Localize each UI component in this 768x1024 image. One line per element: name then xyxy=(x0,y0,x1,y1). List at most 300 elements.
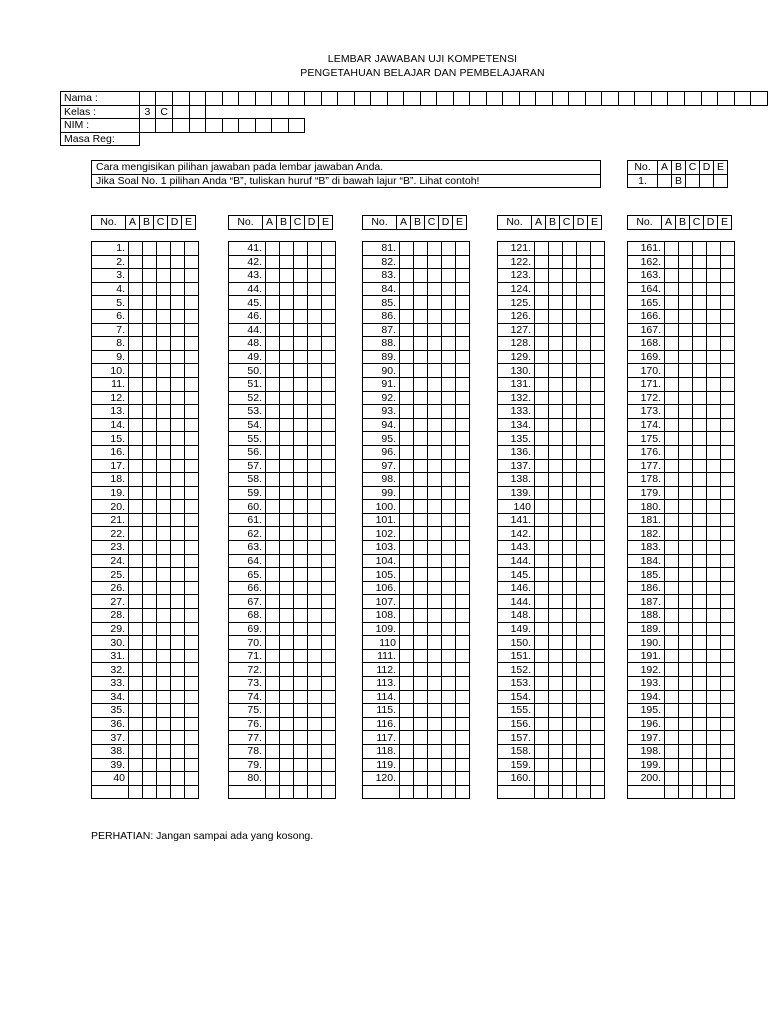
answer-box-d[interactable] xyxy=(308,758,322,772)
answer-box-a[interactable] xyxy=(665,581,679,595)
answer-box-e[interactable] xyxy=(721,445,735,459)
answer-box-e[interactable] xyxy=(322,296,336,310)
answer-box-a[interactable] xyxy=(129,459,143,473)
answer-box-d[interactable] xyxy=(707,717,721,731)
answer-box-a[interactable] xyxy=(535,242,549,256)
answer-box-d[interactable] xyxy=(442,677,456,691)
answer-box-e[interactable] xyxy=(591,772,605,786)
answer-box-e[interactable] xyxy=(456,744,470,758)
answer-box-c[interactable] xyxy=(294,405,308,419)
answer-box-b[interactable] xyxy=(549,364,563,378)
answer-box-e[interactable] xyxy=(456,486,470,500)
answer-box-c[interactable] xyxy=(294,473,308,487)
answer-box-c[interactable] xyxy=(428,663,442,677)
answer-box-d[interactable] xyxy=(442,527,456,541)
answer-box-b[interactable] xyxy=(143,649,157,663)
answer-box-a[interactable] xyxy=(129,255,143,269)
answer-box-b[interactable] xyxy=(414,242,428,256)
answer-box-e[interactable] xyxy=(185,513,199,527)
answer-box-c[interactable] xyxy=(157,350,171,364)
answer-box-c[interactable] xyxy=(563,772,577,786)
answer-box-c[interactable] xyxy=(693,309,707,323)
answer-box-c[interactable] xyxy=(693,486,707,500)
answer-box-c[interactable] xyxy=(693,731,707,745)
answer-box-e[interactable] xyxy=(721,731,735,745)
answer-box-b[interactable] xyxy=(143,473,157,487)
answer-box-c[interactable] xyxy=(428,758,442,772)
answer-box-d[interactable] xyxy=(171,432,185,446)
answer-box-d[interactable] xyxy=(577,568,591,582)
answer-box-a[interactable] xyxy=(400,595,414,609)
answer-box-d[interactable] xyxy=(308,744,322,758)
answer-box-d[interactable] xyxy=(171,282,185,296)
answer-box-a[interactable] xyxy=(535,255,549,269)
answer-box-b[interactable] xyxy=(679,677,693,691)
answer-box-e[interactable] xyxy=(456,418,470,432)
answer-box-a[interactable] xyxy=(400,432,414,446)
answer-box-a[interactable] xyxy=(129,568,143,582)
answer-box-d[interactable] xyxy=(171,772,185,786)
answer-box-b[interactable] xyxy=(414,622,428,636)
answer-box-a[interactable] xyxy=(400,269,414,283)
answer-box-e[interactable] xyxy=(185,296,199,310)
answer-box-a[interactable] xyxy=(129,744,143,758)
answer-box-e[interactable] xyxy=(591,785,605,799)
answer-box-b[interactable] xyxy=(414,690,428,704)
answer-box-b[interactable] xyxy=(549,377,563,391)
answer-box-e[interactable] xyxy=(591,269,605,283)
answer-box-b[interactable] xyxy=(414,581,428,595)
nim-box[interactable] xyxy=(222,119,239,133)
answer-box-b[interactable] xyxy=(679,744,693,758)
answer-box-e[interactable] xyxy=(456,636,470,650)
answer-box-d[interactable] xyxy=(171,731,185,745)
answer-box-e[interactable] xyxy=(456,269,470,283)
answer-box-d[interactable] xyxy=(308,445,322,459)
answer-box-b[interactable] xyxy=(414,541,428,555)
answer-box-e[interactable] xyxy=(456,377,470,391)
answer-box-b[interactable] xyxy=(414,500,428,514)
answer-box-c[interactable] xyxy=(693,323,707,337)
answer-box-d[interactable] xyxy=(171,568,185,582)
answer-box-b[interactable] xyxy=(549,513,563,527)
answer-box-b[interactable] xyxy=(549,554,563,568)
answer-box-a[interactable] xyxy=(400,377,414,391)
answer-box-c[interactable] xyxy=(693,473,707,487)
answer-box-b[interactable] xyxy=(679,731,693,745)
answer-box-e[interactable] xyxy=(322,445,336,459)
answer-box-b[interactable] xyxy=(549,636,563,650)
answer-box-c[interactable] xyxy=(157,309,171,323)
answer-box-c[interactable] xyxy=(157,677,171,691)
answer-box-a[interactable] xyxy=(665,405,679,419)
answer-box-a[interactable] xyxy=(266,459,280,473)
answer-box-a[interactable] xyxy=(665,717,679,731)
answer-box-d[interactable] xyxy=(308,323,322,337)
answer-box-d[interactable] xyxy=(171,690,185,704)
answer-box-d[interactable] xyxy=(308,690,322,704)
answer-box-a[interactable] xyxy=(266,758,280,772)
answer-box-b[interactable] xyxy=(280,704,294,718)
kelas-box[interactable] xyxy=(189,105,206,119)
nama-box[interactable] xyxy=(635,92,652,106)
answer-box-e[interactable] xyxy=(721,459,735,473)
answer-box-d[interactable] xyxy=(442,785,456,799)
answer-box-e[interactable] xyxy=(721,405,735,419)
answer-box-a[interactable] xyxy=(665,731,679,745)
answer-box-a[interactable] xyxy=(129,364,143,378)
answer-box-e[interactable] xyxy=(185,337,199,351)
nama-box[interactable] xyxy=(503,92,520,106)
answer-box-e[interactable] xyxy=(456,568,470,582)
answer-box-d[interactable] xyxy=(442,690,456,704)
answer-box-e[interactable] xyxy=(456,622,470,636)
answer-box-a[interactable] xyxy=(400,282,414,296)
answer-box-a[interactable] xyxy=(400,581,414,595)
answer-box-e[interactable] xyxy=(721,282,735,296)
answer-box-e[interactable] xyxy=(185,432,199,446)
answer-box-a[interactable] xyxy=(400,622,414,636)
answer-box-b[interactable] xyxy=(414,391,428,405)
answer-box-c[interactable] xyxy=(693,445,707,459)
answer-box-b[interactable] xyxy=(414,704,428,718)
answer-box-b[interactable] xyxy=(414,744,428,758)
answer-box-b[interactable] xyxy=(679,255,693,269)
answer-box-c[interactable] xyxy=(693,242,707,256)
answer-box-c[interactable] xyxy=(157,432,171,446)
answer-box-c[interactable] xyxy=(428,785,442,799)
answer-box-e[interactable] xyxy=(322,459,336,473)
answer-box-b[interactable] xyxy=(549,622,563,636)
answer-box-e[interactable] xyxy=(456,473,470,487)
answer-box-a[interactable] xyxy=(129,486,143,500)
answer-box-b[interactable] xyxy=(280,636,294,650)
answer-box-d[interactable] xyxy=(707,690,721,704)
answer-box-e[interactable] xyxy=(591,405,605,419)
answer-box-b[interactable] xyxy=(414,568,428,582)
answer-box-c[interactable] xyxy=(428,649,442,663)
answer-box-a[interactable] xyxy=(535,445,549,459)
answer-box-a[interactable] xyxy=(266,717,280,731)
answer-box-c[interactable] xyxy=(428,554,442,568)
answer-box-b[interactable] xyxy=(679,418,693,432)
answer-box-e[interactable] xyxy=(591,282,605,296)
answer-box-e[interactable] xyxy=(721,690,735,704)
answer-box-d[interactable] xyxy=(707,405,721,419)
answer-box-b[interactable] xyxy=(414,282,428,296)
answer-box-b[interactable] xyxy=(280,677,294,691)
answer-box-d[interactable] xyxy=(577,581,591,595)
answer-box-a[interactable] xyxy=(266,744,280,758)
nama-box[interactable] xyxy=(288,92,305,106)
answer-box-c[interactable] xyxy=(563,541,577,555)
answer-box-e[interactable] xyxy=(456,432,470,446)
answer-box-a[interactable] xyxy=(400,513,414,527)
answer-box-c[interactable] xyxy=(428,581,442,595)
answer-box-d[interactable] xyxy=(308,282,322,296)
answer-box-a[interactable] xyxy=(266,731,280,745)
answer-box-a[interactable] xyxy=(266,772,280,786)
answer-box-d[interactable] xyxy=(577,663,591,677)
answer-box-a[interactable] xyxy=(400,242,414,256)
answer-box-e[interactable] xyxy=(591,731,605,745)
answer-box-c[interactable] xyxy=(563,554,577,568)
answer-box-c[interactable] xyxy=(563,445,577,459)
answer-box-a[interactable] xyxy=(129,391,143,405)
answer-box-b[interactable] xyxy=(280,350,294,364)
answer-box-a[interactable] xyxy=(266,337,280,351)
answer-box-d[interactable] xyxy=(442,758,456,772)
answer-box-b[interactable] xyxy=(414,418,428,432)
answer-box-c[interactable] xyxy=(563,459,577,473)
answer-box-d[interactable] xyxy=(308,785,322,799)
answer-box-e[interactable] xyxy=(456,337,470,351)
answer-box-a[interactable] xyxy=(665,785,679,799)
answer-box-b[interactable] xyxy=(143,663,157,677)
answer-box-b[interactable] xyxy=(549,677,563,691)
answer-box-d[interactable] xyxy=(171,717,185,731)
answer-box-b[interactable] xyxy=(280,405,294,419)
answer-box-b[interactable] xyxy=(414,459,428,473)
answer-box-c[interactable] xyxy=(693,663,707,677)
answer-box-c[interactable] xyxy=(294,418,308,432)
nama-box[interactable] xyxy=(602,92,619,106)
answer-box-a[interactable] xyxy=(266,541,280,555)
answer-box-d[interactable] xyxy=(171,309,185,323)
answer-box-a[interactable] xyxy=(665,636,679,650)
answer-box-d[interactable] xyxy=(171,391,185,405)
answer-box-c[interactable] xyxy=(157,636,171,650)
answer-box-c[interactable] xyxy=(693,704,707,718)
answer-box-c[interactable] xyxy=(428,337,442,351)
answer-box-e[interactable] xyxy=(591,717,605,731)
answer-box-e[interactable] xyxy=(322,513,336,527)
answer-box-c[interactable] xyxy=(294,242,308,256)
answer-box-e[interactable] xyxy=(591,337,605,351)
answer-box-d[interactable] xyxy=(707,513,721,527)
answer-box-e[interactable] xyxy=(591,677,605,691)
answer-box-d[interactable] xyxy=(171,744,185,758)
answer-box-e[interactable] xyxy=(322,377,336,391)
answer-box-d[interactable] xyxy=(308,255,322,269)
answer-box-e[interactable] xyxy=(322,758,336,772)
answer-box-d[interactable] xyxy=(171,581,185,595)
answer-box-a[interactable] xyxy=(535,296,549,310)
answer-box-d[interactable] xyxy=(308,459,322,473)
answer-box-c[interactable] xyxy=(157,405,171,419)
answer-box-b[interactable] xyxy=(414,323,428,337)
nim-box[interactable] xyxy=(239,119,256,133)
answer-box-c[interactable] xyxy=(563,649,577,663)
answer-box-a[interactable] xyxy=(400,255,414,269)
answer-box-a[interactable] xyxy=(665,486,679,500)
answer-box-b[interactable] xyxy=(143,731,157,745)
answer-box-a[interactable] xyxy=(400,296,414,310)
answer-box-a[interactable] xyxy=(665,663,679,677)
answer-box-a[interactable] xyxy=(665,350,679,364)
answer-box-d[interactable] xyxy=(577,282,591,296)
answer-box-e[interactable] xyxy=(456,459,470,473)
answer-box-e[interactable] xyxy=(322,554,336,568)
answer-box-e[interactable] xyxy=(322,622,336,636)
answer-box-e[interactable] xyxy=(591,649,605,663)
answer-box-e[interactable] xyxy=(721,432,735,446)
answer-box-e[interactable] xyxy=(591,541,605,555)
answer-box-a[interactable] xyxy=(129,527,143,541)
answer-box-e[interactable] xyxy=(322,282,336,296)
answer-box-e[interactable] xyxy=(322,595,336,609)
answer-box-c[interactable] xyxy=(563,350,577,364)
answer-box-d[interactable] xyxy=(442,377,456,391)
nim-box[interactable] xyxy=(288,119,305,133)
answer-box-e[interactable] xyxy=(591,595,605,609)
answer-box-b[interactable] xyxy=(414,486,428,500)
answer-box-c[interactable] xyxy=(428,595,442,609)
answer-box-d[interactable] xyxy=(308,364,322,378)
answer-box-a[interactable] xyxy=(535,744,549,758)
answer-box-c[interactable] xyxy=(294,309,308,323)
answer-box-e[interactable] xyxy=(185,758,199,772)
answer-box-d[interactable] xyxy=(442,581,456,595)
nim-box[interactable] xyxy=(189,119,206,133)
answer-box-c[interactable] xyxy=(563,568,577,582)
answer-box-b[interactable] xyxy=(280,418,294,432)
answer-box-d[interactable] xyxy=(308,609,322,623)
answer-box-a[interactable] xyxy=(266,690,280,704)
answer-box-d[interactable] xyxy=(171,337,185,351)
answer-box-c[interactable] xyxy=(157,663,171,677)
answer-box-d[interactable] xyxy=(308,350,322,364)
answer-box-e[interactable] xyxy=(456,541,470,555)
answer-box-e[interactable] xyxy=(456,513,470,527)
answer-box-c[interactable] xyxy=(563,636,577,650)
answer-box-a[interactable] xyxy=(129,473,143,487)
answer-box-e[interactable] xyxy=(721,785,735,799)
answer-box-a[interactable] xyxy=(665,772,679,786)
answer-box-a[interactable] xyxy=(535,269,549,283)
answer-box-c[interactable] xyxy=(563,282,577,296)
answer-box-d[interactable] xyxy=(171,445,185,459)
nim-box[interactable] xyxy=(156,119,173,133)
answer-box-c[interactable] xyxy=(294,527,308,541)
answer-box-e[interactable] xyxy=(721,309,735,323)
answer-box-c[interactable] xyxy=(294,323,308,337)
answer-box-e[interactable] xyxy=(456,282,470,296)
answer-box-d[interactable] xyxy=(171,242,185,256)
answer-box-d[interactable] xyxy=(577,405,591,419)
answer-box-c[interactable] xyxy=(563,717,577,731)
answer-box-a[interactable] xyxy=(129,432,143,446)
answer-box-e[interactable] xyxy=(456,581,470,595)
answer-box-c[interactable] xyxy=(563,269,577,283)
answer-box-b[interactable] xyxy=(549,731,563,745)
answer-box-c[interactable] xyxy=(693,513,707,527)
answer-box-a[interactable] xyxy=(535,609,549,623)
answer-box-d[interactable] xyxy=(577,690,591,704)
answer-box-e[interactable] xyxy=(591,554,605,568)
answer-box-d[interactable] xyxy=(442,255,456,269)
answer-box-d[interactable] xyxy=(577,364,591,378)
answer-box-d[interactable] xyxy=(707,391,721,405)
answer-box-e[interactable] xyxy=(721,323,735,337)
answer-box-b[interactable] xyxy=(280,541,294,555)
answer-box-c[interactable] xyxy=(428,486,442,500)
answer-box-e[interactable] xyxy=(322,391,336,405)
answer-box-b[interactable] xyxy=(549,459,563,473)
answer-box-b[interactable] xyxy=(414,785,428,799)
answer-box-a[interactable] xyxy=(129,337,143,351)
answer-box-d[interactable] xyxy=(577,242,591,256)
answer-box-b[interactable] xyxy=(414,377,428,391)
answer-box-e[interactable] xyxy=(185,242,199,256)
nama-box[interactable] xyxy=(585,92,602,106)
answer-box-e[interactable] xyxy=(721,663,735,677)
answer-box-d[interactable] xyxy=(308,717,322,731)
kelas-value-1[interactable]: 3 xyxy=(139,105,156,119)
answer-box-c[interactable] xyxy=(157,282,171,296)
answer-box-d[interactable] xyxy=(308,309,322,323)
answer-box-e[interactable] xyxy=(456,609,470,623)
answer-box-b[interactable] xyxy=(549,581,563,595)
answer-box-b[interactable] xyxy=(280,785,294,799)
answer-box-a[interactable] xyxy=(535,527,549,541)
answer-box-d[interactable] xyxy=(308,269,322,283)
answer-box-a[interactable] xyxy=(400,486,414,500)
answer-box-b[interactable] xyxy=(549,350,563,364)
answer-box-b[interactable] xyxy=(143,500,157,514)
answer-box-a[interactable] xyxy=(400,717,414,731)
answer-box-c[interactable] xyxy=(157,541,171,555)
answer-box-b[interactable] xyxy=(679,513,693,527)
answer-box-a[interactable] xyxy=(266,595,280,609)
answer-box-e[interactable] xyxy=(322,269,336,283)
answer-box-b[interactable] xyxy=(143,459,157,473)
answer-box-a[interactable] xyxy=(665,609,679,623)
answer-box-e[interactable] xyxy=(185,622,199,636)
answer-box-d[interactable] xyxy=(577,350,591,364)
answer-box-b[interactable] xyxy=(679,296,693,310)
answer-box-d[interactable] xyxy=(308,432,322,446)
answer-box-c[interactable] xyxy=(428,636,442,650)
answer-box-b[interactable] xyxy=(143,527,157,541)
answer-box-d[interactable] xyxy=(308,527,322,541)
answer-box-c[interactable] xyxy=(693,568,707,582)
answer-box-d[interactable] xyxy=(442,405,456,419)
answer-box-a[interactable] xyxy=(535,309,549,323)
answer-box-e[interactable] xyxy=(591,663,605,677)
answer-box-b[interactable] xyxy=(414,663,428,677)
answer-box-d[interactable] xyxy=(442,609,456,623)
answer-box-e[interactable] xyxy=(185,704,199,718)
answer-box-e[interactable] xyxy=(322,690,336,704)
answer-box-b[interactable] xyxy=(679,309,693,323)
answer-box-a[interactable] xyxy=(665,649,679,663)
answer-box-c[interactable] xyxy=(563,364,577,378)
nim-box[interactable] xyxy=(255,119,272,133)
answer-box-d[interactable] xyxy=(442,717,456,731)
answer-box-a[interactable] xyxy=(266,418,280,432)
answer-box-e[interactable] xyxy=(185,527,199,541)
answer-box-c[interactable] xyxy=(693,744,707,758)
answer-box-b[interactable] xyxy=(280,731,294,745)
answer-box-b[interactable] xyxy=(549,418,563,432)
answer-box-e[interactable] xyxy=(721,255,735,269)
answer-box-b[interactable] xyxy=(280,717,294,731)
answer-box-a[interactable] xyxy=(665,391,679,405)
answer-box-d[interactable] xyxy=(707,731,721,745)
answer-box-c[interactable] xyxy=(563,785,577,799)
answer-box-e[interactable] xyxy=(591,432,605,446)
